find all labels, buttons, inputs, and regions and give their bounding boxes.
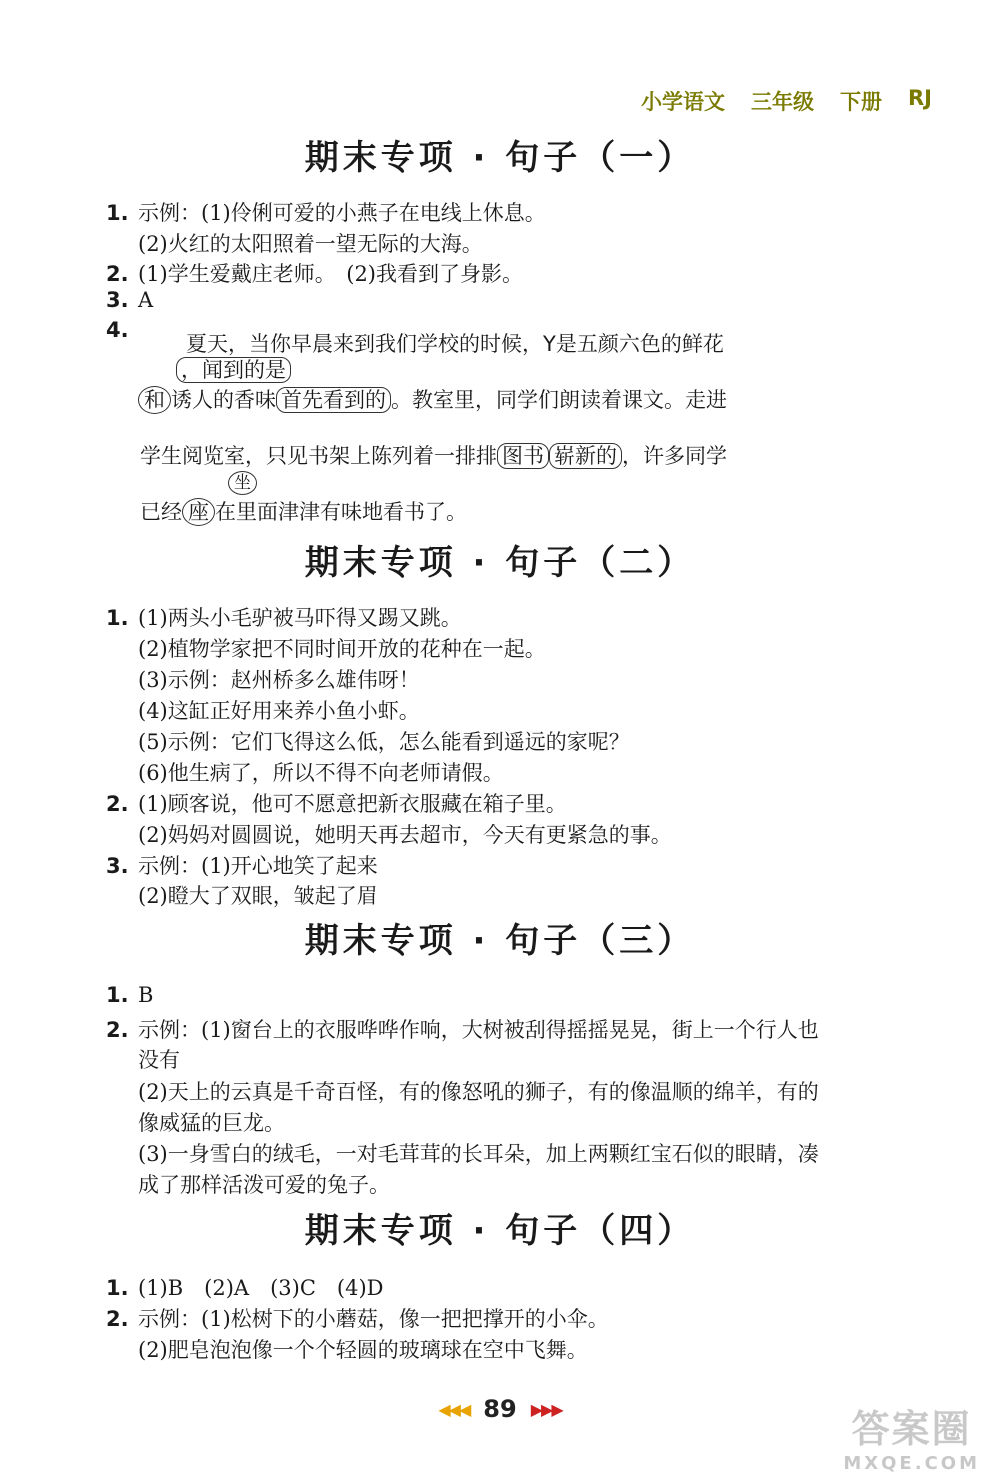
page-number: 89 xyxy=(483,1395,517,1423)
s4-q1-line1: (1)B (2)A (3)C (4)D xyxy=(138,1276,384,1300)
s1-q4-line4-text-a: 已经 xyxy=(140,500,182,524)
s2-q3-line2: (2)瞪大了双眼，皱起了眉 xyxy=(138,884,378,908)
s1-q4-insert-zuo xyxy=(228,468,257,493)
watermark-text: 答案圈 xyxy=(851,1407,972,1451)
s4-q1-num: 1. xyxy=(106,1276,129,1300)
s1-q1-num: 1. xyxy=(106,201,129,225)
s2-q2 xyxy=(106,788,567,818)
s3-q2-line3: (2)天上的云真是千奇百怪，有的像怒吼的狮子，有的像温顺的绵羊，有的 xyxy=(138,1080,819,1104)
s3-q1 xyxy=(106,983,153,1007)
s1-q4-line3 xyxy=(140,440,727,470)
s1-q4-circle-he: 和 xyxy=(138,386,171,414)
header-subject: 小学语文 xyxy=(641,90,726,114)
s1-q4-line4 xyxy=(140,496,467,526)
s2-q2-num: 2. xyxy=(106,792,129,816)
s1-q3-line1: A xyxy=(138,288,154,312)
s1-q1 xyxy=(106,197,546,227)
s2-q3-line1: 示例：(1)开心地笑了起来 xyxy=(138,854,378,878)
s2-q1-num: 1. xyxy=(106,606,129,630)
s1-q4-insert-mark: Y xyxy=(543,332,556,356)
s1-q4-line3-text-b: ，许多同学 xyxy=(622,444,727,468)
s1-q4-line3-text-a: 学生阅览室，只见书架上陈列着一排排 xyxy=(140,444,497,468)
s1-q4-line1-text: 夏天，当你早晨来到我们学校的时候， xyxy=(186,332,543,356)
section-title-1: 期末专项 · 句子（一） xyxy=(304,138,696,178)
s1-q4-box-new: 崭新的 xyxy=(549,443,622,469)
s1-q4 xyxy=(106,318,138,342)
s2-q2-line2: (2)妈妈对圆圆说，她明天再去超市，今天有更紧急的事。 xyxy=(138,823,672,847)
s3-q2-line4: 像威猛的巨龙。 xyxy=(138,1111,285,1135)
s1-q4-circle-zuo: 座 xyxy=(182,498,215,526)
s1-q4-line2-text-b: 。教室里，同学们朗读着课文。走进 xyxy=(391,388,727,412)
s1-q4-line2-text-a: 诱人的香味 xyxy=(171,388,276,412)
section-title-3: 期末专项 · 句子（三） xyxy=(304,921,696,961)
s2-q1-line6: (6)他生病了，所以不得不向老师请假。 xyxy=(138,761,504,785)
s1-q4-insert-text xyxy=(176,354,291,384)
s1-q4-num: 4. xyxy=(106,318,129,342)
page-header xyxy=(641,86,932,116)
s3-q1-num: 1. xyxy=(106,983,129,1007)
s4-q2-line2: (2)肥皂泡泡像一个个轻圆的玻璃球在空中飞舞。 xyxy=(138,1338,588,1362)
s3-q2-line6: 成了那样活泼可爱的兔子。 xyxy=(138,1173,390,1197)
s4-q1 xyxy=(106,1272,384,1302)
s4-q2-line1: 示例：(1)松树下的小蘑菇，像一把把撑开的小伞。 xyxy=(138,1307,609,1331)
s2-q1-line3: (3)示例：赵州桥多么雄伟呀！ xyxy=(138,668,420,692)
watermark-url: MXQE.COM xyxy=(843,1453,980,1474)
s1-q2-line1: (1)学生爱戴庄老师。 (2)我看到了身影。 xyxy=(138,262,523,286)
s1-q4-box-books: 图书 xyxy=(497,443,549,469)
header-term: 下册 xyxy=(840,90,883,114)
s3-q1-line1: B xyxy=(138,983,154,1007)
s2-q1 xyxy=(106,602,462,632)
s2-q2-line1: (1)顾客说，他可不愿意把新衣服藏在箱子里。 xyxy=(138,792,567,816)
s4-q2 xyxy=(106,1303,609,1333)
s3-q2-line1: 示例：(1)窗台上的衣服哗哗作响，大树被刮得摇摇晃晃，街上一个行人也 xyxy=(138,1018,819,1042)
s2-q1-line2: (2)植物学家把不同时间开放的花种在一起。 xyxy=(138,637,546,661)
s1-q2 xyxy=(106,258,523,288)
s1-q4-box-first-seen: 首先看到的 xyxy=(276,387,391,413)
section-title-2: 期末专项 · 句子（二） xyxy=(304,543,696,583)
s1-q1-line2: (2)火红的太阳照着一望无际的大海。 xyxy=(138,232,483,256)
s1-q4-circle-zuo-insert: 坐 xyxy=(228,471,257,495)
s1-q4-line2 xyxy=(138,384,727,414)
s1-q4-line1-text-b: 是五颜六色的鲜花 xyxy=(555,332,724,356)
s2-q3 xyxy=(106,850,378,880)
watermark-logo xyxy=(843,1398,980,1474)
s2-q3-num: 3. xyxy=(106,854,129,878)
left-arrows-icon: ◀◀◀ xyxy=(438,1399,470,1419)
s2-q1-line1: (1)两头小毛驴被马吓得又踢又跳。 xyxy=(138,606,462,630)
s1-q2-num: 2. xyxy=(106,262,129,286)
s3-q2 xyxy=(106,1014,819,1044)
s3-q2-line2: 没有 xyxy=(138,1048,180,1072)
section-title-4: 期末专项 · 句子（四） xyxy=(304,1211,696,1251)
s2-q1-line4: (4)这缸正好用来养小鱼小虾。 xyxy=(138,699,420,723)
right-arrows-icon: ▶▶▶ xyxy=(530,1399,562,1419)
header-edition: RJ xyxy=(908,86,932,110)
header-grade: 三年级 xyxy=(751,90,815,114)
s3-q2-line5: (3)一身雪白的绒毛，一对毛茸茸的长耳朵，加上两颗红宝石似的眼睛，凑 xyxy=(138,1142,819,1166)
s1-q1-line1: 示例：(1)伶俐可爱的小燕子在电线上休息。 xyxy=(138,201,546,225)
s2-q1-line5: (5)示例：它们飞得这么低，怎么能看到遥远的家呢？ xyxy=(138,730,630,754)
s1-q3-num: 3. xyxy=(106,288,129,312)
s4-q2-num: 2. xyxy=(106,1307,129,1331)
s1-q4-insert-box: ，闻到的是 xyxy=(176,357,291,383)
s3-q2-num: 2. xyxy=(106,1018,129,1042)
s1-q3 xyxy=(106,288,153,312)
s1-q4-line4-text-b: 在里面津津有味地看书了。 xyxy=(215,500,467,524)
